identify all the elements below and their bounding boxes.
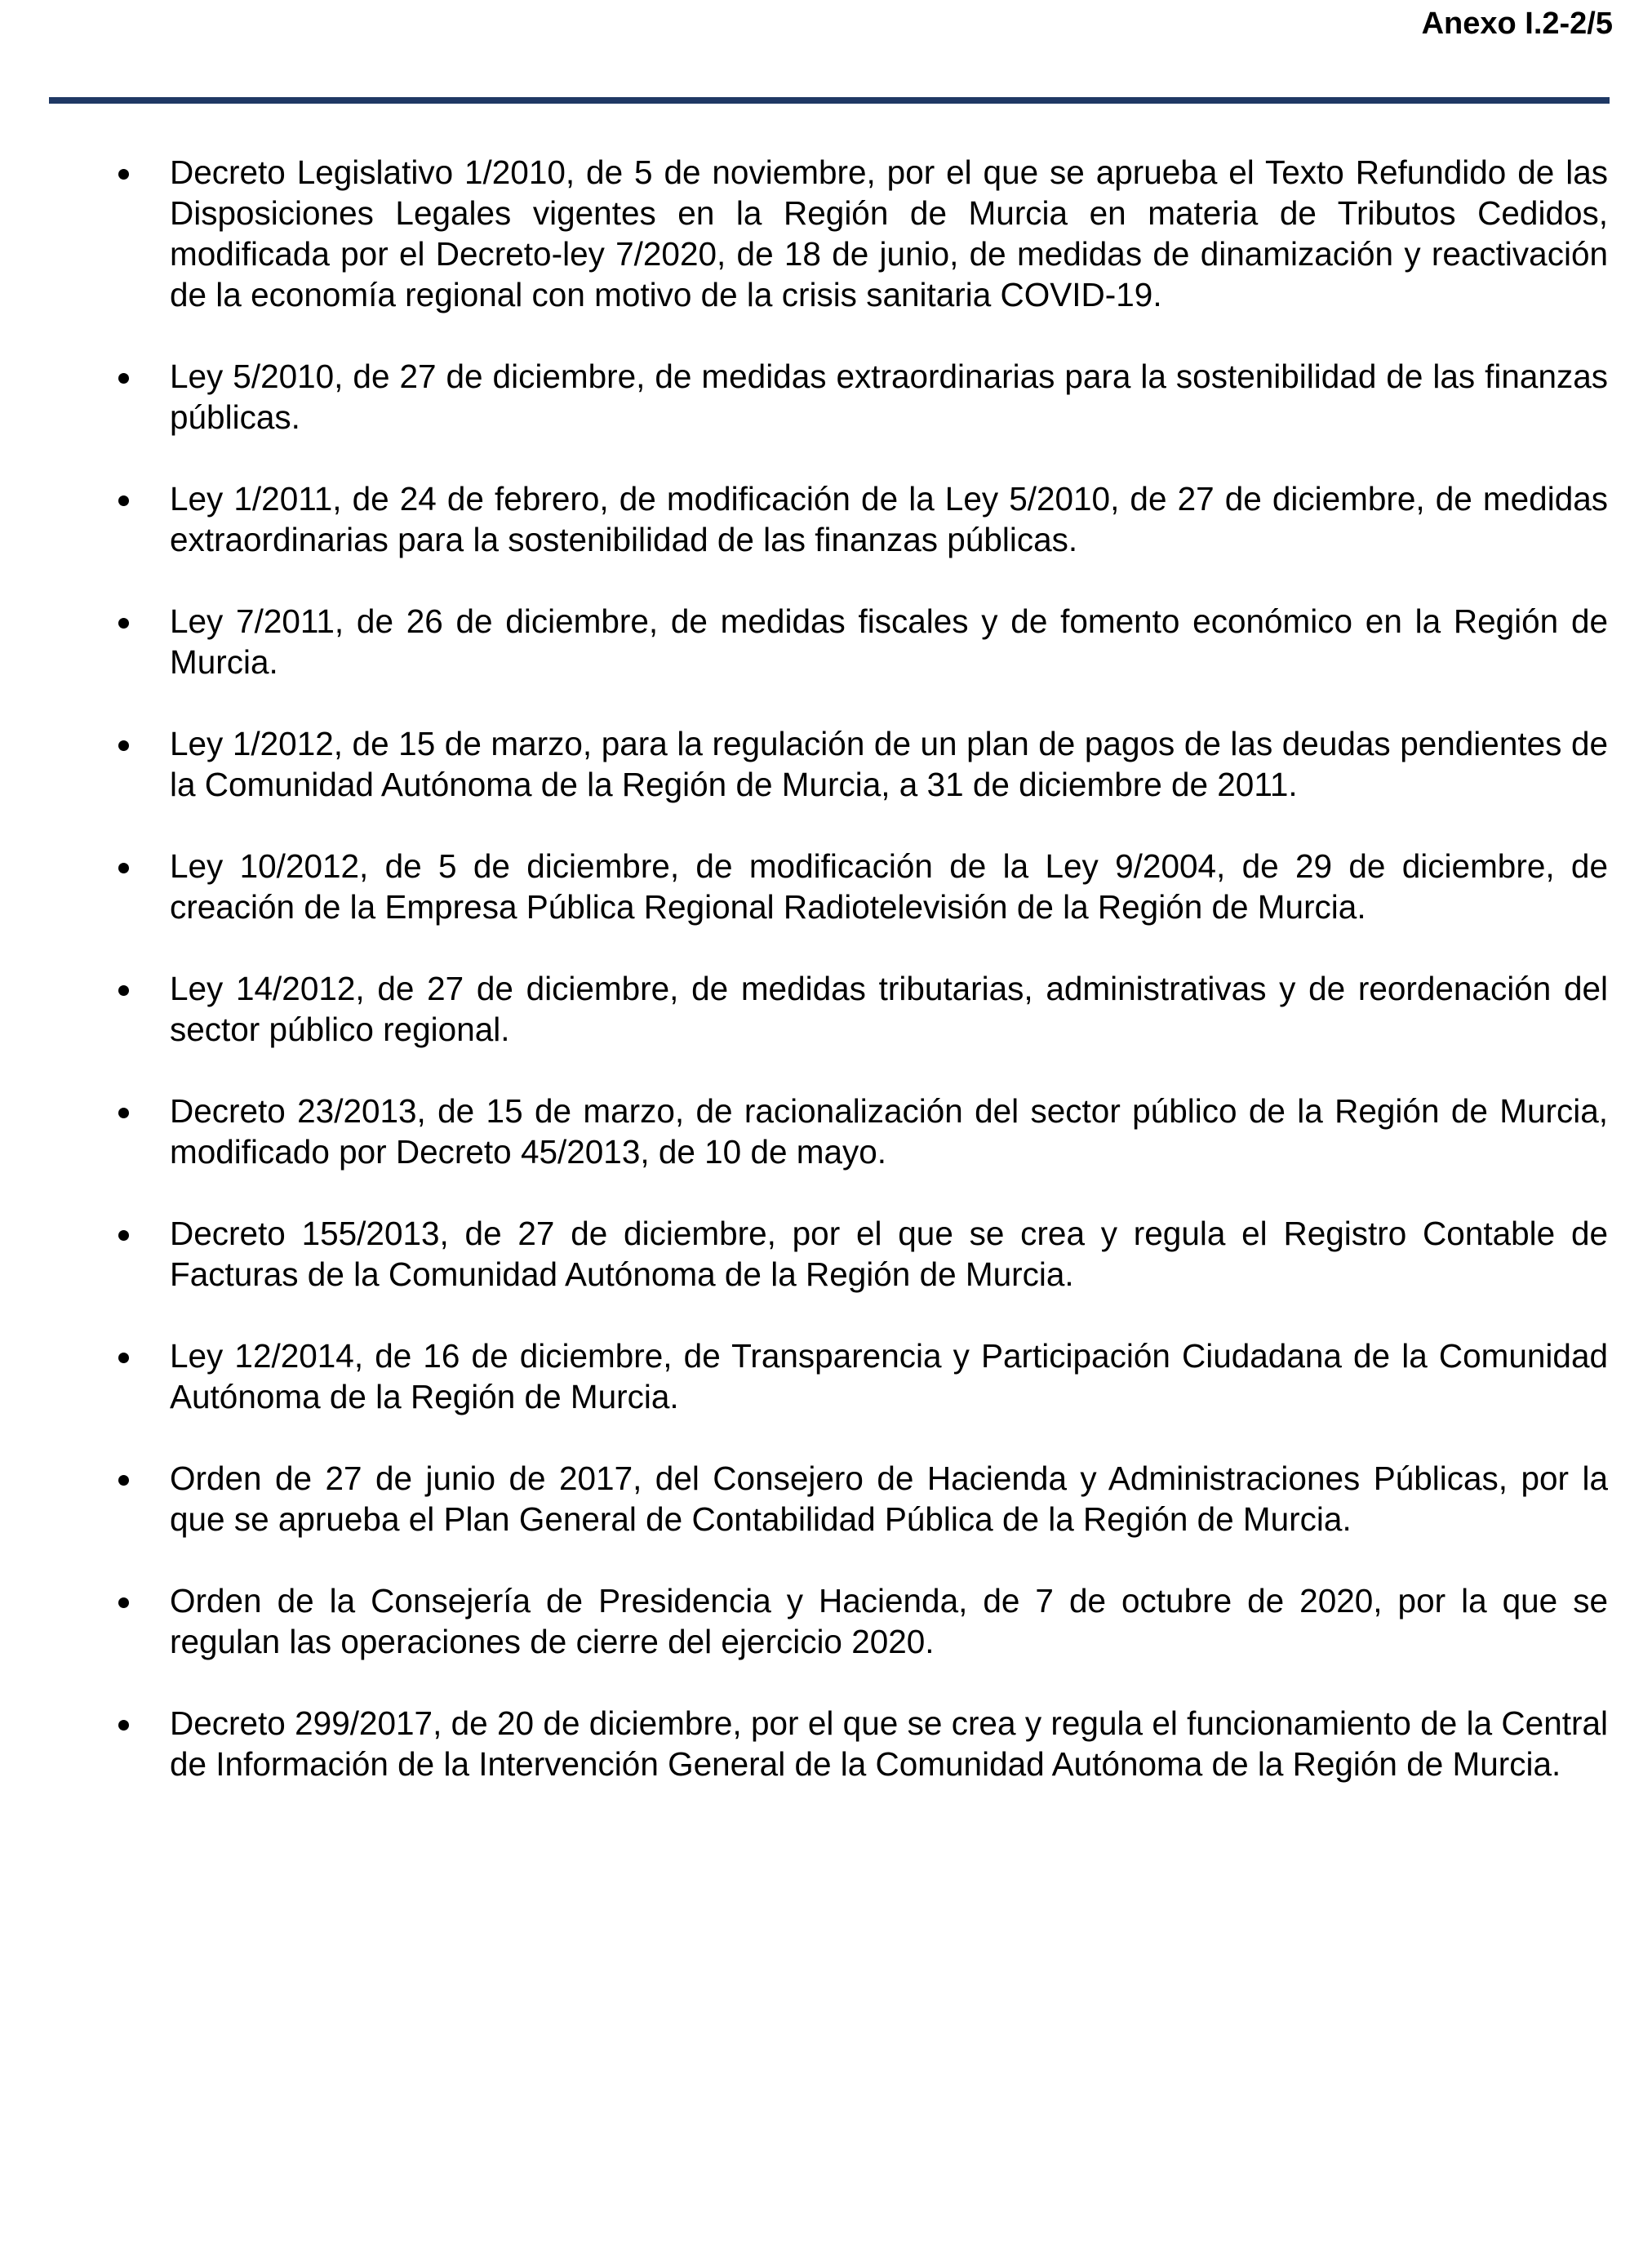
page-header bbox=[0, 0, 1652, 106]
list-item bbox=[0, 1458, 1652, 1540]
list-item bbox=[0, 968, 1652, 1050]
bullet-icon bbox=[118, 1230, 129, 1241]
list-item-text: Ley 14/2012, de 27 de diciembre, de medidas tributarias, administrativas y de reordenación del sector público regional. bbox=[170, 970, 1608, 1048]
list-item-text: Decreto 299/2017, de 20 de diciembre, por el que se crea y regula el funcionamiento de la Central de Información de la Intervención General de la Comunidad Autónoma de la Región de Murcia. bbox=[170, 1704, 1608, 1783]
list-item bbox=[0, 1335, 1652, 1417]
bullet-icon bbox=[118, 863, 129, 873]
bullet-icon bbox=[118, 740, 129, 751]
list-item bbox=[0, 1703, 1652, 1784]
list-item-text: Ley 12/2014, de 16 de diciembre, de Transparencia y Participación Ciudadana de la Comunidad Autónoma de la Región de Murcia. bbox=[170, 1337, 1608, 1415]
list-item bbox=[0, 152, 1652, 315]
header-rule bbox=[49, 97, 1610, 104]
list-item-text: Orden de 27 de junio de 2017, del Consejero de Hacienda y Administraciones Públicas, por la que se aprueba el Plan General de Contabilidad Pública de la Región de Murcia. bbox=[170, 1460, 1608, 1538]
list-item bbox=[0, 478, 1652, 560]
list-item bbox=[0, 1580, 1652, 1662]
list-item-text: Ley 1/2012, de 15 de marzo, para la regulación de un plan de pagos de las deudas pendientes de la Comunidad Autónoma de la Región de Murcia, a 31 de diciembre de 2011. bbox=[170, 725, 1608, 803]
list-item bbox=[0, 1213, 1652, 1295]
document-body bbox=[0, 152, 1652, 1825]
bullet-icon bbox=[118, 495, 129, 506]
bullet-icon bbox=[118, 169, 129, 180]
list-item bbox=[0, 1091, 1652, 1172]
legislation-list bbox=[0, 152, 1652, 1784]
list-item-text: Orden de la Consejería de Presidencia y Hacienda, de 7 de octubre de 2020, por la que se regulan las operaciones de cierre del ejercicio 2020. bbox=[170, 1582, 1608, 1660]
bullet-icon bbox=[118, 1475, 129, 1486]
list-item bbox=[0, 601, 1652, 682]
list-item-text: Ley 5/2010, de 27 de diciembre, de medidas extraordinarias para la sostenibilidad de las finanzas públicas. bbox=[170, 358, 1608, 436]
bullet-icon bbox=[118, 1353, 129, 1363]
list-item-text: Decreto 23/2013, de 15 de marzo, de racionalización del sector público de la Región de Murcia, modificado por Decreto 45/2013, de 10 de mayo. bbox=[170, 1092, 1608, 1171]
bullet-icon bbox=[118, 1108, 129, 1118]
bullet-icon bbox=[118, 1597, 129, 1608]
list-item-text: Ley 7/2011, de 26 de diciembre, de medidas fiscales y de fomento económico en la Región de Murcia. bbox=[170, 602, 1608, 681]
list-item bbox=[0, 723, 1652, 805]
list-item-text: Decreto Legislativo 1/2010, de 5 de noviembre, por el que se aprueba el Texto Refundido de las Disposiciones Legales vigentes en la Región de Murcia en materia de Tributos Cedidos, modificada por el Decreto-ley 7/2020, de 18 de junio, de medidas de dinamización y reactivación de la economía regional con motivo de la crisis sanitaria COVID-19. bbox=[170, 153, 1608, 313]
bullet-icon bbox=[118, 985, 129, 996]
bullet-icon bbox=[118, 618, 129, 629]
list-item-text: Decreto 155/2013, de 27 de diciembre, por el que se crea y regula el Registro Contable de Facturas de la Comunidad Autónoma de la Región de Murcia. bbox=[170, 1215, 1608, 1293]
list-item bbox=[0, 356, 1652, 438]
list-item-text: Ley 1/2011, de 24 de febrero, de modificación de la Ley 5/2010, de 27 de diciembre, de medidas extraordinarias para la sostenibilidad de las finanzas públicas. bbox=[170, 480, 1608, 558]
annex-label: Anexo I.2-2/5 bbox=[1421, 7, 1613, 41]
list-item-text: Ley 10/2012, de 5 de diciembre, de modificación de la Ley 9/2004, de 29 de diciembre, de creación de la Empresa Pública Regional Radiotelevisión de la Región de Murcia. bbox=[170, 847, 1608, 926]
list-item bbox=[0, 846, 1652, 927]
bullet-icon bbox=[118, 373, 129, 384]
bullet-icon bbox=[118, 1720, 129, 1731]
